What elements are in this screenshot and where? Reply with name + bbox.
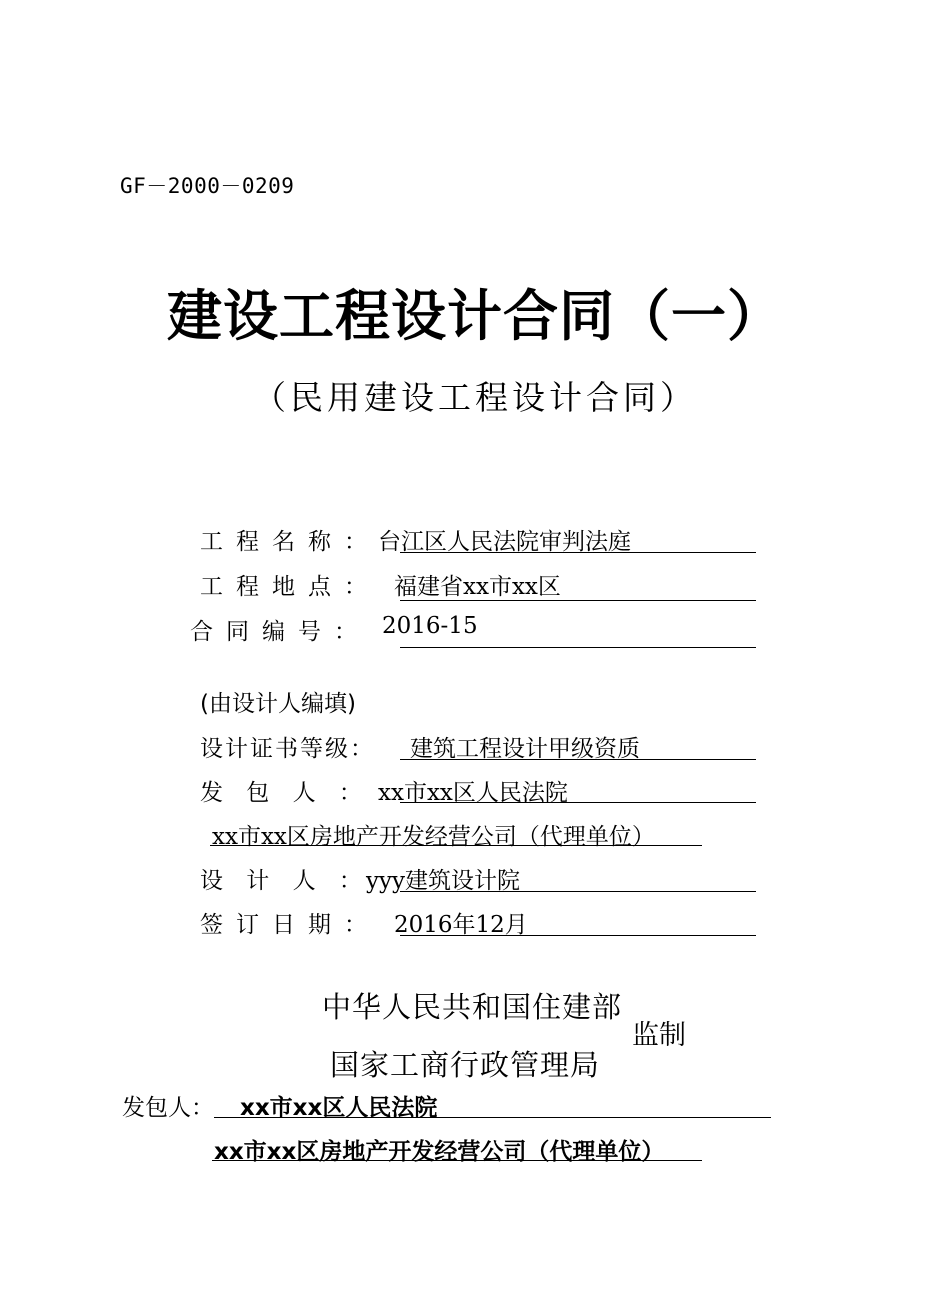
signing-date-label: 签订日期： (200, 912, 380, 938)
document-code: GF－2000－0209 (120, 174, 295, 198)
signing-date-value: 2016年12月 (394, 912, 528, 938)
footer-client-value: xx市xx区人民法院 (240, 1095, 438, 1121)
project-name-value: 台江区人民法院审判法庭 (378, 529, 631, 555)
supervisor-line-1: 中华人民共和国住建部 (322, 990, 623, 1024)
footer-client-underline (214, 1117, 771, 1118)
designer-underline (400, 891, 756, 892)
footer-client-label: 发包人： (122, 1095, 214, 1121)
signing-date-underline (400, 935, 756, 936)
project-location-label: 工程地点： (200, 574, 380, 600)
project-location-underline (400, 600, 756, 601)
client-label: 发 包 人 ： (200, 780, 370, 806)
designer-value: yyy建筑设计院 (366, 868, 520, 894)
certificate-level-label: 设计证书等级： (200, 736, 375, 762)
agent-value: xx市xx区房地产开发经营公司（代理单位） (212, 824, 655, 850)
project-name-label: 工程名称： (200, 529, 380, 555)
contract-number-underline (400, 647, 756, 648)
supervisor-line-2: 国家工商行政管理局 (330, 1048, 601, 1082)
footer-agent-value: xx市xx区房地产开发经营公司（代理单位） (214, 1139, 665, 1165)
certificate-level-value: 建筑工程设计甲级资质 (410, 736, 640, 762)
footer-agent-underline (212, 1160, 702, 1161)
supervision-label: 监制 (632, 1020, 686, 1051)
client-value: xx市xx区人民法院 (378, 780, 568, 806)
agent-underline (210, 845, 702, 846)
project-location-value: 福建省xx市xx区 (394, 574, 561, 600)
client-underline (400, 802, 756, 803)
certificate-level-underline (400, 759, 756, 760)
contract-number-label: 合同编号： (190, 619, 370, 645)
contract-number-value: 2016-15 (382, 613, 478, 639)
designer-fill-note: (由设计人编填) (200, 691, 356, 717)
project-name-underline (400, 552, 756, 553)
document-subtitle: （民用建设工程设计合同） (253, 378, 697, 417)
designer-label: 设 计 人 ： (200, 868, 370, 894)
document-title: 建设工程设计合同（一） (166, 283, 783, 348)
